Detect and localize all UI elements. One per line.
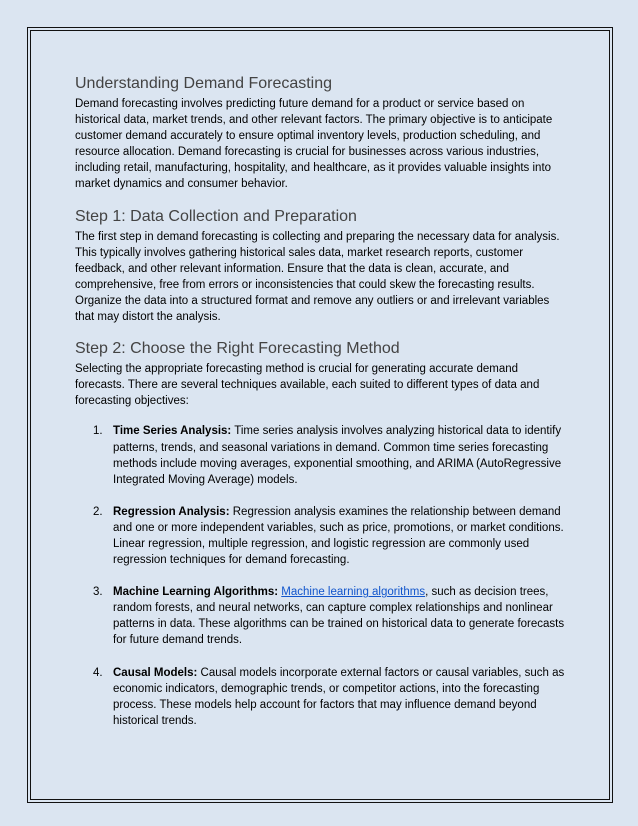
section-heading: Step 2: Choose the Right Forecasting Method [75, 340, 400, 358]
list-number: 4. [93, 666, 103, 679]
list-item [75, 423, 569, 487]
method-title: Time Series Analysis: [113, 425, 232, 438]
section-step-1 [75, 207, 569, 326]
method-text: Regression analysis examines the relationship between demand and one or more independent variables, such as price, promotions, or market conditions. Linear regression, multiple regression, and logistic regression are commonly used regression techniques for demand forecasting. [113, 505, 564, 567]
section-heading: Understanding Demand Forecasting [75, 75, 333, 92]
method-text: Causal models incorporate external factors or causal variables, such as economic indicators, demographic trends, or competitor actions, into the forecasting process. These models help account for factors that may influence demand beyond historical trends. [113, 666, 565, 727]
machine-learning-link[interactable]: Machine learning algorithms [281, 586, 426, 599]
list-item [75, 504, 569, 568]
section-body: Selecting the appropriate forecasting method is crucial for generating accurate demand forecasts. There are several techniques available, each suited to different types of data and forecasting objectives: [75, 363, 540, 408]
list-item [75, 584, 569, 648]
list-number: 2. [93, 505, 103, 518]
list-number: 3. [93, 586, 103, 599]
list-item [75, 665, 569, 729]
method-title: Causal Models: [113, 666, 198, 679]
forecasting-methods-list [75, 423, 569, 729]
method-title: Regression Analysis: [113, 505, 230, 518]
section-body: Demand forecasting involves predicting future demand for a product or service based on historical data, market trends, and other relevant factors. The primary objective is to anticipate customer demand accurately to ensure optimal inventory levels, production scheduling, and resource allocation. Demand forecasting is crucial for businesses across various industries, including retail, manufacturing, hospitality, and healthcare, as it provides valuable insights into market dynamics and consumer behavior. [75, 98, 553, 191]
section-understanding [75, 74, 569, 193]
method-title: Machine Learning Algorithms: [113, 586, 279, 599]
list-number: 1. [93, 425, 103, 438]
section-heading: Step 1: Data Collection and Preparation [75, 207, 357, 225]
section-step-2 [75, 339, 569, 729]
method-text: Time series analysis involves analyzing historical data to identify patterns, trends, and seasonal variations in demand. Common time series forecasting methods include moving averages, exponential smoothing, and ARIMA (AutoRegressive Integrated Moving Average) models. [113, 425, 562, 486]
document-content [75, 74, 569, 745]
method-text: , such as decision trees, random forests, and neural networks, can capture complex relationships and nonlinear patterns in data. These algorithms can be trained on historical data to generate forecasts for future demand trends. [113, 586, 565, 647]
section-body: The first step in demand forecasting is collecting and preparing the necessary data for analysis. This typically involves gathering historical sales data, market research reports, customer feedback, and other relevant information. Ensure that the data is clean, accurate, and comprehensive, free from errors or inconsistencies that could skew the forecasting results. Organize the data into a structured format and remove any outliers or and irrelevant variables that may distort the analysis. [75, 230, 560, 324]
